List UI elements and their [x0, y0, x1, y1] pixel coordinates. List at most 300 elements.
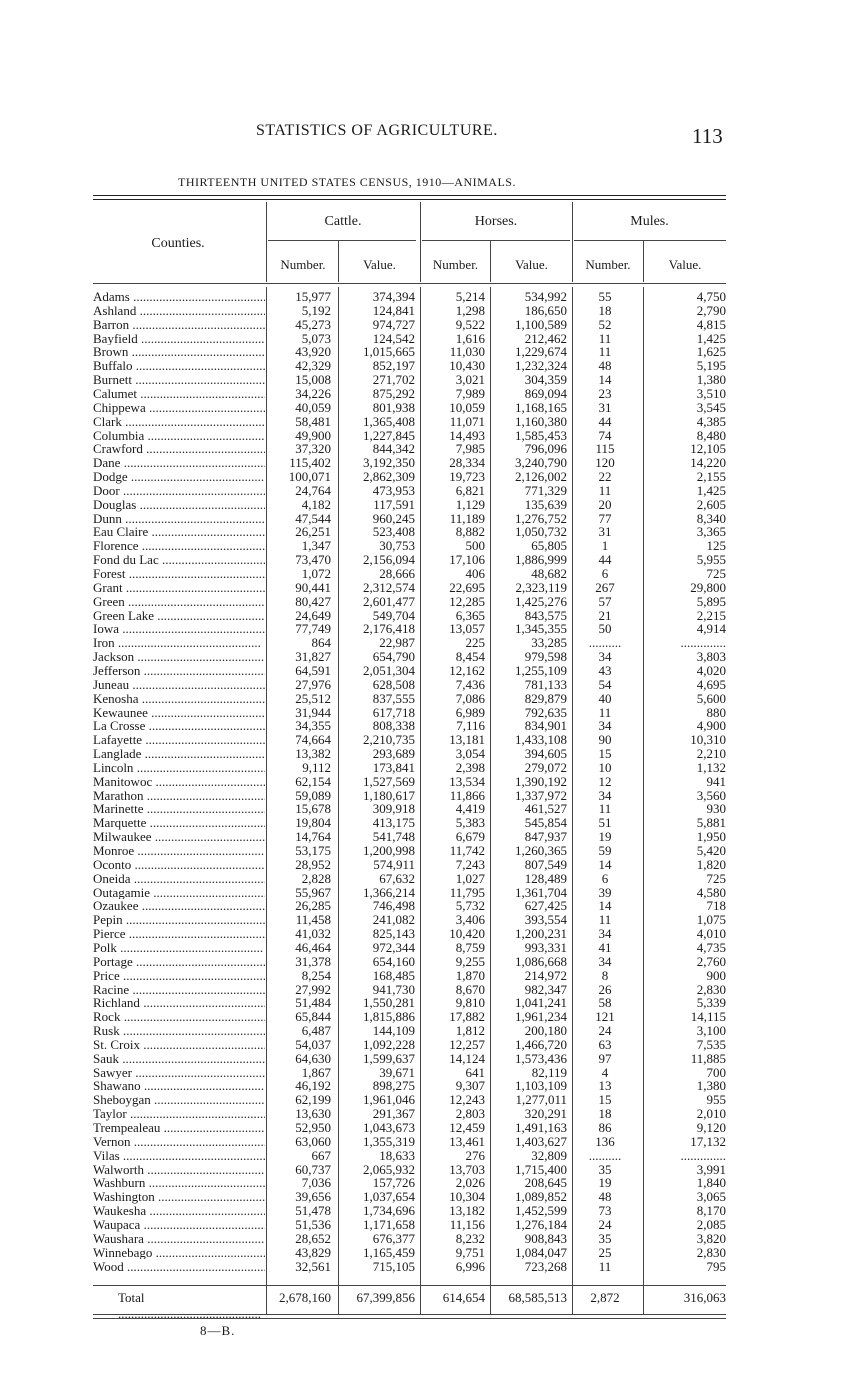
county-name: Shawano .....	[93, 1079, 265, 1093]
table-row	[0, 304, 859, 318]
cattle-value: 241,082	[372, 912, 415, 928]
cattle-number: 52,950	[295, 1120, 331, 1135]
cattle-number: 8,254	[301, 967, 331, 983]
bottom-rule-2	[93, 1318, 726, 1319]
horses-number: 641	[465, 1064, 485, 1080]
cattle-number: 7,036	[301, 1175, 331, 1191]
cattle-value: 473,953	[372, 482, 415, 498]
cattle-number: 5,073	[301, 330, 331, 346]
table-row	[0, 525, 859, 539]
horses-value: 1,715,400	[515, 1161, 567, 1177]
horses-value: 186,650	[524, 302, 567, 318]
county-name: Pepin .....	[93, 913, 265, 927]
horses-value: 1,961,234	[515, 1009, 567, 1025]
table-row	[0, 609, 859, 623]
cattle-number: 25,512	[295, 690, 331, 706]
cattle-value: 617,718	[372, 704, 415, 720]
county-name: Sheboygan .....	[93, 1093, 265, 1107]
mules-value: 4,750	[696, 289, 726, 304]
horses-number: 5,383	[455, 815, 485, 831]
horses-value: 908,843	[524, 1230, 567, 1246]
mules-value: 880	[706, 704, 726, 720]
mules-value: 1,820	[696, 856, 726, 872]
table-row	[0, 318, 859, 332]
county-name: Outagamie .....	[93, 886, 265, 900]
cattle-value: 837,555	[372, 690, 415, 706]
cattle-number-header: Number.	[280, 257, 326, 272]
table-row	[0, 761, 859, 775]
horses-number: 1,616	[455, 330, 485, 346]
mules-number-header: Number.	[585, 257, 631, 272]
mules-number: 73	[598, 1203, 612, 1219]
table-row	[0, 484, 859, 498]
mules-number: 97	[598, 1050, 612, 1066]
cattle-value: 3,192,350	[363, 455, 415, 471]
table-row	[0, 830, 859, 844]
horses-value: 65,805	[531, 538, 567, 554]
cattle-value: 1,366,214	[363, 884, 415, 900]
table-row	[0, 816, 859, 830]
mules-number: 14	[598, 372, 612, 388]
cattle-value: 972,344	[372, 939, 415, 955]
county-name: Iowa .....	[93, 622, 265, 636]
horses-value: 1,089,852	[515, 1189, 567, 1205]
mules-underline	[574, 240, 726, 241]
county-name: Vilas .....	[93, 1149, 265, 1163]
table-row	[0, 983, 859, 997]
mules-value: 900	[706, 967, 726, 983]
horses-value: 1,425,276	[515, 593, 567, 609]
county-name: Buffalo .....	[93, 359, 265, 373]
mules-value: 1,950	[696, 829, 726, 845]
cattle-number: 31,944	[295, 704, 331, 720]
mules-number: 31	[598, 524, 612, 540]
horses-value: 1,086,668	[515, 953, 567, 969]
table-row	[0, 802, 859, 816]
mules-number: 86	[598, 1120, 612, 1135]
cattle-number: 64,591	[295, 662, 331, 678]
horses-number: 5,214	[455, 289, 485, 304]
cattle-value: 67,632	[379, 870, 415, 886]
horses-number: 6,989	[455, 704, 485, 720]
mules-value: 1,380	[696, 372, 726, 388]
mules-value: 718	[706, 898, 726, 914]
table-row	[0, 1176, 859, 1190]
horses-value: 1,100,589	[515, 316, 567, 332]
cattle-number: 26,285	[295, 898, 331, 914]
mules-value: 14,220	[690, 455, 726, 471]
horses-value: 1,390,192	[515, 773, 567, 789]
horses-number: 9,307	[455, 1078, 485, 1094]
horses-number: 7,243	[455, 856, 485, 872]
mules-number: 35	[598, 1230, 612, 1246]
horses-value: 3,240,790	[515, 455, 567, 471]
horses-number: 8,882	[455, 524, 485, 540]
cattle-value: 1,015,665	[363, 344, 415, 360]
horses-number: 5,732	[455, 898, 485, 914]
horses-number: 12,285	[449, 593, 485, 609]
cattle-number: 27,992	[295, 981, 331, 997]
table-row	[0, 1149, 859, 1163]
table-row	[0, 775, 859, 789]
mules-number: 48	[598, 1189, 612, 1205]
cattle-number: 24,764	[295, 482, 331, 498]
cattle-number: 100,071	[288, 469, 331, 485]
mules-number: 34	[598, 926, 612, 942]
mules-value: 930	[706, 801, 726, 817]
county-name: Douglas .....	[93, 498, 265, 512]
cattle-number: 13,382	[295, 746, 331, 762]
table-row	[0, 955, 859, 969]
county-name: Milwaukee .....	[93, 830, 265, 844]
mules-number: 11	[598, 482, 612, 498]
horses-number: 8,670	[455, 981, 485, 997]
mules-value: 12,105	[690, 441, 726, 457]
cattle-value: 293,689	[372, 746, 415, 762]
cattle-value: 941,730	[372, 981, 415, 997]
cattle-number: 27,976	[295, 676, 331, 692]
table-row	[0, 387, 859, 401]
horses-value: 534,992	[524, 289, 567, 304]
county-name: Brown .....	[93, 345, 265, 359]
horses-number: 6,996	[455, 1258, 485, 1274]
mules-value: 1,425	[696, 330, 726, 346]
table-row	[0, 1093, 859, 1107]
cattle-number: 62,199	[295, 1092, 331, 1108]
mules-number: 121	[595, 1009, 615, 1025]
table-row	[0, 664, 859, 678]
cattle-value: 18,633	[379, 1147, 415, 1163]
cattle-value: 825,143	[372, 926, 415, 942]
horses-value: 33,285	[531, 635, 567, 651]
cattle-number: 864	[311, 635, 331, 651]
cattle-value: 1,599,637	[363, 1050, 415, 1066]
horses-number: 7,086	[455, 690, 485, 706]
county-name: Wood .....	[93, 1260, 265, 1274]
table-row	[0, 996, 859, 1010]
cattle-number: 43,829	[295, 1244, 331, 1260]
mules-number: 44	[598, 413, 612, 429]
horses-number: 13,703	[449, 1161, 485, 1177]
mules-value: 5,195	[696, 358, 726, 374]
mules-value: 4,580	[696, 884, 726, 900]
cattle-number: 34,355	[295, 718, 331, 734]
cattle-value: 271,702	[372, 372, 415, 388]
cattle-number: 51,484	[295, 995, 331, 1011]
cattle-number: 43,920	[295, 344, 331, 360]
table-row	[0, 733, 859, 747]
county-name: St. Croix .....	[93, 1038, 265, 1052]
county-name: Kenosha .....	[93, 692, 265, 706]
counties-header: Counties.	[151, 236, 205, 251]
table-row	[0, 512, 859, 526]
mules-value: 941	[706, 773, 726, 789]
mules-value: 1,840	[696, 1175, 726, 1191]
county-name: Monroe .....	[93, 844, 265, 858]
table-row	[0, 650, 859, 664]
table-row	[0, 553, 859, 567]
cattle-value: 2,862,309	[363, 469, 415, 485]
horses-value: 1,361,704	[515, 884, 567, 900]
mules-number: 90	[598, 732, 612, 748]
table-row	[0, 678, 859, 692]
county-name: Dane .....	[93, 456, 265, 470]
cattle-number: 55,967	[295, 884, 331, 900]
horses-value: 1,466,720	[515, 1036, 567, 1052]
cattle-value: 30,753	[379, 538, 415, 554]
mules-value: 2,830	[696, 981, 726, 997]
table-row	[0, 581, 859, 595]
table-row	[0, 872, 859, 886]
horses-number: 22,695	[449, 579, 485, 595]
cattle-value: 1,527,569	[363, 773, 415, 789]
total-mules-value: 316,063	[683, 1290, 726, 1305]
cattle-value: 2,156,094	[363, 552, 415, 568]
table-row	[0, 1135, 859, 1149]
mules-value: 700	[706, 1064, 726, 1080]
cattle-value: 541,748	[372, 829, 415, 845]
cattle-value: 746,498	[372, 898, 415, 914]
table-row	[0, 719, 859, 733]
cattle-value: 1,043,673	[363, 1120, 415, 1135]
horses-value: 1,276,752	[515, 510, 567, 526]
total-horses-number: 614,654	[442, 1290, 485, 1305]
mules-value-header: Value.	[668, 257, 702, 272]
cattle-header: Cattle.	[324, 214, 362, 229]
county-name: Waushara .....	[93, 1232, 265, 1246]
table-row	[0, 1052, 859, 1066]
signature-mark: 8—B.	[200, 1323, 236, 1338]
horses-value: 1,103,109	[515, 1078, 567, 1094]
mules-number: 4	[601, 1064, 609, 1080]
mules-number: 21	[598, 607, 612, 623]
cattle-value: 124,542	[372, 330, 415, 346]
mules-value: 4,010	[696, 926, 726, 942]
cattle-value: 117,591	[373, 496, 415, 512]
cattle-value: 801,938	[372, 399, 415, 415]
county-name: Taylor .....	[93, 1107, 265, 1121]
table-row	[0, 858, 859, 872]
running-head: STATISTICS OF AGRICULTURE.	[256, 122, 498, 139]
horses-number: 10,304	[449, 1189, 485, 1205]
cattle-number: 115,402	[289, 455, 331, 471]
county-name: Walworth .....	[93, 1163, 265, 1177]
county-name: Grant .....	[93, 581, 265, 595]
horses-number: 14,493	[449, 427, 485, 443]
horses-value: 212,462	[524, 330, 567, 346]
county-name: Racine .....	[93, 983, 265, 997]
horses-value: 135,639	[524, 496, 567, 512]
county-name: Columbia .....	[93, 429, 265, 443]
table-row	[0, 456, 859, 470]
horses-number: 2,026	[455, 1175, 485, 1191]
cattle-value: 1,734,696	[363, 1203, 415, 1219]
cattle-number: 15,977	[295, 289, 331, 304]
mules-number: 41	[598, 939, 612, 955]
table-row	[0, 332, 859, 346]
mules-number: 120	[595, 455, 615, 471]
mules-number: 25	[598, 1244, 612, 1260]
cattle-value: 291,367	[372, 1106, 415, 1122]
cattle-value: 808,338	[372, 718, 415, 734]
cattle-number: 80,427	[295, 593, 331, 609]
horses-number: 8,454	[455, 649, 485, 665]
table-row	[0, 1190, 859, 1204]
horses-number: 2,398	[455, 759, 485, 775]
mules-number: 74	[598, 427, 612, 443]
cattle-number: 19,804	[295, 815, 331, 831]
mules-number: 11	[598, 344, 612, 360]
mules-number: 48	[598, 358, 612, 374]
table-row	[0, 359, 859, 373]
mules-number: 50	[598, 621, 612, 637]
horses-value: 1,041,241	[515, 995, 567, 1011]
table-row	[0, 692, 859, 706]
horses-value: 771,329	[524, 482, 567, 498]
cattle-value: 1,180,617	[363, 787, 415, 803]
horses-number: 19,723	[449, 469, 485, 485]
cattle-number: 45,273	[295, 316, 331, 332]
horses-value: 1,491,163	[515, 1120, 567, 1135]
horses-value: 869,094	[524, 385, 567, 401]
horses-value: 979,598	[524, 649, 567, 665]
cattle-value: 2,601,477	[363, 593, 415, 609]
horses-value: 834,901	[524, 718, 567, 734]
horses-value: 1,260,365	[515, 843, 567, 858]
horses-value: 1,232,324	[515, 358, 567, 374]
mules-number: 51	[598, 815, 612, 831]
horses-value: 1,168,165	[515, 399, 567, 415]
horses-value: 1,433,108	[515, 732, 567, 748]
table-row	[0, 969, 859, 983]
horses-value: 200,180	[524, 1023, 567, 1039]
table-row	[0, 1246, 859, 1260]
cattle-value: 875,292	[372, 385, 415, 401]
cattle-value: 1,550,281	[363, 995, 415, 1011]
cattle-value-header: Value.	[363, 257, 396, 272]
horses-value: 82,119	[531, 1064, 567, 1080]
horses-number: 11,030	[449, 344, 485, 360]
county-name: Clark .....	[93, 415, 265, 429]
table-row	[0, 498, 859, 512]
cattle-number: 74,664	[295, 732, 331, 748]
cattle-number: 24,649	[295, 607, 331, 623]
cattle-number: 42,329	[295, 358, 331, 374]
county-name: Juneau .....	[93, 678, 265, 692]
county-name: Ashland .....	[93, 304, 265, 318]
horses-number: 1,129	[455, 496, 485, 512]
cattle-number: 26,251	[295, 524, 331, 540]
mules-number: 11	[598, 912, 612, 928]
horses-number: 276	[465, 1147, 485, 1163]
cattle-value: 1,365,408	[363, 413, 415, 429]
horses-value-header: Value.	[515, 257, 548, 272]
mules-value: 11,885	[690, 1050, 726, 1066]
cattle-number: 49,900	[295, 427, 331, 443]
county-name: Portage .....	[93, 955, 265, 969]
horses-value: 394,605	[524, 746, 567, 762]
mules-number: 26	[598, 981, 612, 997]
total-row	[0, 1290, 859, 1306]
mules-value: 8,480	[696, 427, 726, 443]
horses-value: 723,268	[524, 1258, 567, 1274]
cattle-number: 40,059	[295, 399, 331, 415]
cattle-number: 46,192	[295, 1078, 331, 1094]
horses-number: 3,021	[455, 372, 485, 388]
mules-number: 11	[598, 704, 612, 720]
table-row	[0, 844, 859, 858]
cattle-value: 168,485	[372, 967, 415, 983]
horses-value: 1,337,972	[515, 787, 567, 803]
mules-number: 18	[598, 302, 612, 318]
mules-value: 955	[706, 1092, 726, 1108]
mules-value: 3,560	[696, 787, 726, 803]
mules-number: 43	[598, 662, 612, 678]
cattle-value: 39,671	[379, 1064, 415, 1080]
cattle-number: 31,827	[295, 649, 331, 665]
mules-number: 267	[595, 579, 615, 595]
table-row	[0, 1066, 859, 1080]
table-row	[0, 636, 859, 650]
mules-number: 34	[598, 718, 612, 734]
county-name: Forest .....	[93, 567, 265, 581]
cattle-underline	[268, 240, 416, 241]
mules-value: 4,900	[696, 718, 726, 734]
cattle-number: 11,458	[295, 912, 331, 928]
cattle-value: 628,508	[372, 676, 415, 692]
mules-value: 5,881	[696, 815, 726, 831]
cattle-value: 1,092,228	[363, 1036, 415, 1052]
horses-number: 14,124	[449, 1050, 485, 1066]
horses-value: 781,133	[524, 676, 567, 692]
horses-value: 829,879	[524, 690, 567, 706]
county-name: Jackson .....	[93, 650, 265, 664]
mules-value: 2,010	[696, 1106, 726, 1122]
mules-value: 29,800	[690, 579, 726, 595]
horses-value: 1,255,109	[515, 662, 567, 678]
county-name: Dunn .....	[93, 512, 265, 526]
mules-value: 2,085	[696, 1216, 726, 1232]
horses-number: 500	[465, 538, 485, 554]
table-row	[0, 415, 859, 429]
mules-number: ..........	[588, 1147, 622, 1163]
horses-number: 12,459	[449, 1120, 485, 1135]
mules-value: 1,425	[696, 482, 726, 498]
cattle-number: 64,630	[295, 1050, 331, 1066]
horses-number: 2,803	[455, 1106, 485, 1122]
mules-number: 34	[598, 787, 612, 803]
cattle-number: 15,678	[295, 801, 331, 817]
county-name: Washington .....	[93, 1190, 265, 1204]
table-row	[0, 1010, 859, 1024]
horses-value: 461,527	[524, 801, 567, 817]
horses-number: 6,679	[455, 829, 485, 845]
horses-number: 6,821	[455, 482, 485, 498]
horses-value: 208,645	[524, 1175, 567, 1191]
county-name: La Crosse .....	[93, 719, 265, 733]
cattle-value: 1,200,998	[363, 843, 415, 858]
cattle-number: 51,478	[295, 1203, 331, 1219]
county-name: Rusk .....	[93, 1024, 265, 1038]
horses-number: 6,365	[455, 607, 485, 623]
cattle-value: 309,918	[372, 801, 415, 817]
horses-value: 1,403,627	[515, 1133, 567, 1149]
county-name: Burnett .....	[93, 373, 265, 387]
horses-value: 1,050,732	[515, 524, 567, 540]
horses-number: 1,870	[455, 967, 485, 983]
mules-value: 2,210	[696, 746, 726, 762]
horses-number: 17,106	[449, 552, 485, 568]
